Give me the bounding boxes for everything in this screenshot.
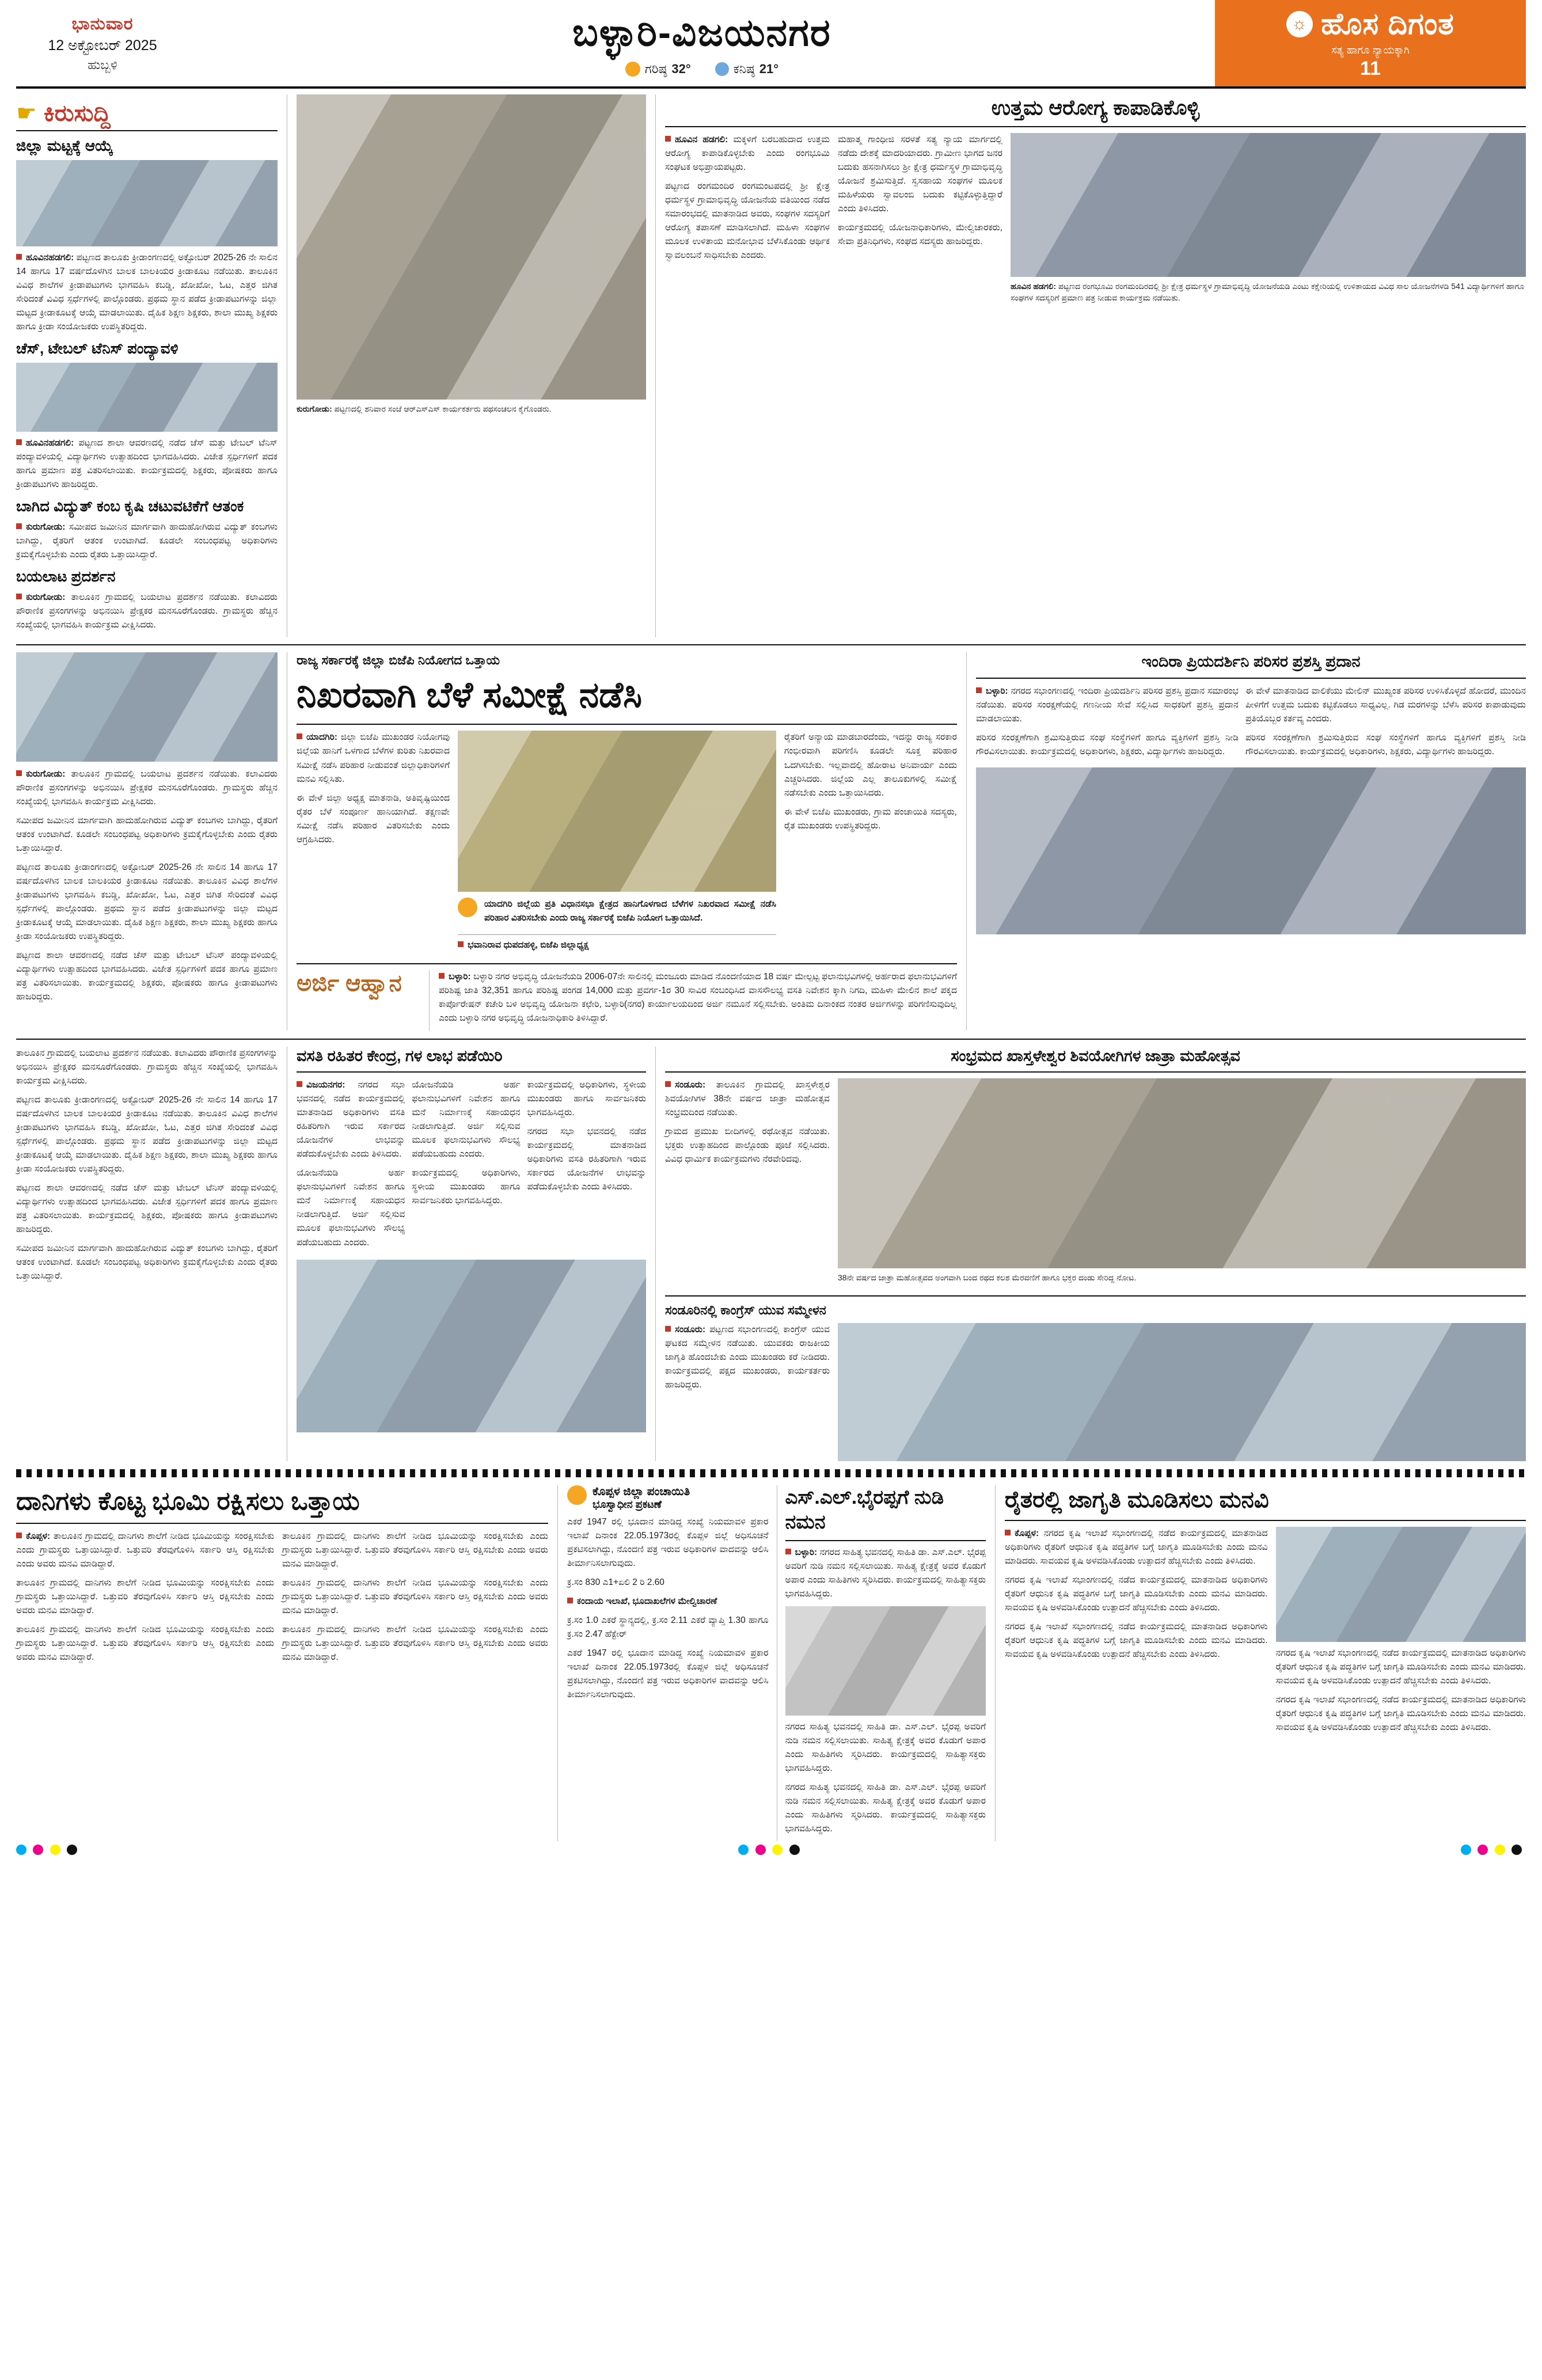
bottom-story-1-body-b: ತಾಲೂಕಿನ ಗ್ರಾಮದಲ್ಲಿ ದಾನಿಗಳು ಶಾಲೆಗೆ ನೀಡಿದ ಭೂಮಿಯನ್ನು ಸಂರಕ್ಷಿಸಬೇಕು ಎಂದು ಗ್ರಾಮಸ್ಥರು ಒತ್ತಾಯಿಸಿದ್ದಾರೆ. ಒತ್ತುವರಿ ತೆರವುಗೊಳಿಸಿ ಸರ್ಕಾರಿ ಆಸ್ತಿ ರಕ್ಷಿಸಬೇಕು ಎಂದು ಅವರು ಮನವಿ ಮಾಡಿದ್ದಾರೆ. xyxy=(16,1578,274,1616)
page-number: 11 xyxy=(1360,57,1381,79)
bottom-story-1-body-e: ತಾಲೂಕಿನ ಗ್ರಾಮದಲ್ಲಿ ದಾನಿಗಳು ಶಾಲೆಗೆ ನೀಡಿದ ಭೂಮಿಯನ್ನು ಸಂರಕ್ಷಿಸಬೇಕು ಎಂದು ಗ್ರಾಮಸ್ಥರು ಒತ್ತಾಯಿಸಿದ್ದಾರೆ. ಒತ್ತುವರಿ ತೆರವುಗೊಳಿಸಿ ಸರ್ಕಾರಿ ಆಸ್ತಿ ರಕ್ಷಿಸಬೇಕು ಎಂದು ಅವರು ಮನವಿ ಮಾಡಿದ್ದಾರೆ. xyxy=(282,1578,548,1616)
yellow-dot-icon xyxy=(50,1845,60,1855)
bottom-story-1-body: ಕೊಪ್ಪಳ: ತಾಲೂಕಿನ ಗ್ರಾಮದಲ್ಲಿ ದಾನಿಗಳು ಶಾಲೆಗೆ ನೀಡಿದ ಭೂಮಿಯನ್ನು ಸಂರಕ್ಷಿಸಬೇಕು ಎಂದು ಗ್ರಾಮಸ್ಥರು ಒತ್ತಾಯಿಸಿದ್ದಾರೆ. ಒತ್ತುವರಿ ತೆರವುಗೊಳಿಸಿ ಸರ್ಕಾರಿ ಆಸ್ತಿ ರಕ್ಷಿಸಬೇಕು ಎಂದು ಅವರು ಮನವಿ ಮಾಡಿದ್ದಾರೆ. xyxy=(16,1531,274,1569)
photo-health-event xyxy=(1011,133,1526,277)
shivayogi-photo-caption: 38ನೇ ವರ್ಷದ ಜಾತ್ರಾ ಮಹೋತ್ಸವದ ಅಂಗವಾಗಿ ಬಂದ ರಥದ ಕಲಶ ಮೆರವಣಿಗೆ ಹಾಗೂ ಭಕ್ತರ ದಂಡು ಸೇರಿದ್ದ ನೋಟ. xyxy=(838,1273,1137,1283)
divider xyxy=(16,1039,1526,1040)
health-body-3: ಮಹಾತ್ಮ ಗಾಂಧೀಜಿ ಸರಳತೆ ಸತ್ಯ ನ್ಯಾಯ ಮಾರ್ಗದಲ್ಲಿ ನಡೆದು ದೇಶಕ್ಕೆ ಮಾದರಿಯಾದರು. ಗ್ರಾಮೀಣ ಭಾಗದ ಜನರ ಬದುಕು ಹಸನಾಗಿಸಲು ಶ್ರೀ ಕ್ಷೇತ್ರ ಧರ್ಮಸ್ಥಳ ಗ್ರಾಮಾಭಿವೃದ್ಧಿ ಯೋಜನೆ ಶ್ರಮಿಸುತ್ತಿದೆ. ಸ್ವಸಹಾಯ ಸಂಘಗಳ ಮೂಲಕ ಮಹಿಳೆಯರು ಸ್ವಾವಲಂಬಿ ಬದುಕು ಕಟ್ಟಿಕೊಳ್ಳುತ್ತಿದ್ದಾರೆ ಎಂದು ತಿಳಿಸಿದರು. xyxy=(838,135,1002,214)
middle-band xyxy=(16,652,1526,1030)
tender-line-0b: ಎಕರೆ 1947 ರಲ್ಲಿ ಭೂದಾನ ಮಾಡಿದ್ದ ಸಂಖ್ಯೆ ನಿಯಮಾವಳಿ ಪ್ರಕಾರ ಇಲಾಖೆ ದಿನಾಂಕ 22.05.1973ರಲ್ಲಿ ಕೊಪ್ಪಳ ಜಿಲ್ಲೆ ಅಧಿಸೂಚನೆ ಪ್ರಕಟಿಸಲಾಗಿದ್ದು, ನೊಂದಣಿ ಪತ್ರ ಇರುವ ಅಧಿಕಾರಿಗಳ ವಾದವನ್ನು ಆಲಿಸಿ ತೀರ್ಮಾನಿಸಲಾಗುವುದು. xyxy=(567,1648,769,1700)
indira-headline: ಇಂದಿರಾ ಪ್ರಿಯದರ್ಶಿನಿ ಪರಿಸರ ಪ್ರಶಸ್ತಿ ಪ್ರದಾನ xyxy=(1141,653,1361,671)
logo-text: ಹೊಸ ದಿಗಂತ xyxy=(1321,7,1454,41)
photo-kiru-sports xyxy=(16,160,278,246)
tender-line-2: ಕ್ರ.ಸಂ 1.0 ಎಕರೆ ಸ್ಥಾನ್ಯದಲ್ಲಿ, ಕ್ರ.ಸಂ 2.11 ಎಕರೆ ವ್ಯಾಪ್ತಿ 1.30 ಹಾಗೂ ಕ್ರ.ಸಂ 2.47 ಹೆಕ್ಟೇರ್ xyxy=(567,1615,769,1640)
bottom-story-3-headline: ರೈತರಲ್ಲಿ ಜಾಗೃತಿ ಮೂಡಿಸಲು ಮನವಿ xyxy=(1005,1487,1269,1513)
logo-lockup xyxy=(1286,7,1454,42)
bottom-story-1 xyxy=(16,1485,557,1841)
bullet-icon xyxy=(297,733,302,739)
bhairappa-story xyxy=(777,1485,986,1841)
bullet-icon xyxy=(16,439,22,445)
bullet-icon xyxy=(16,594,22,599)
bullet-icon xyxy=(16,523,22,529)
vasati-body-1b: ನಗರದ ಸಭಾ ಭವನದಲ್ಲಿ ನಡೆದ ಕಾರ್ಯಕ್ರಮದಲ್ಲಿ ಮಾತನಾಡಿದ ಅಧಿಕಾರಿಗಳು ವಸತಿ ರಹಿತರಿಗಾಗಿ ಇರುವ ಸರ್ಕಾರದ ಯೋಜನೆಗಳ ಲಾಭವನ್ನು ಪಡೆದುಕೊಳ್ಳಬೇಕು ಎಂದು ತಿಳಿಸಿದರು. xyxy=(527,1127,646,1192)
bottom-story-1-headline: ದಾನಿಗಳು ಕೊಟ್ಟ ಭೂಮಿ ರಕ್ಷಿಸಲು ಒತ್ತಾಯ xyxy=(16,1487,360,1516)
sun-icon xyxy=(567,1485,587,1505)
weather-day-value: 32° xyxy=(671,61,691,76)
tender-notice xyxy=(567,1485,777,1841)
kiru-label: ಕಿರು xyxy=(43,100,74,126)
bjp-body-1: ಯಾದಗಿರಿ: ಜಿಲ್ಲಾ ಬಿಜೆಪಿ ಮುಖಂಡರ ನಿಯೋಗವು ಜಿಲ್ಲೆಯ ಹಾನಿಗೆ ಒಳಗಾದ ಬೆಳೆಗಳ ಕುರಿತು ನಿಖರವಾದ ಸಮೀಕ್ಷೆ ನಡೆಸಿ ಪರಿಹಾರ ನೀಡುವಂತೆ ಜಿಲ್ಲಾಧಿಕಾರಿಗಳಿಗೆ ಮನವಿ ಸಲ್ಲಿಸಿತು. xyxy=(297,732,450,784)
masthead-dateblock xyxy=(16,0,189,86)
bjp-photo-box-credit: ಭವಾನಿರಾವ ಧುಪದಹಳ್ಳಿ, ಬಿಜೆಪಿ ಜಿಲ್ಲಾಧ್ಯಕ್ಷ xyxy=(458,938,776,952)
health-story xyxy=(655,94,1526,637)
divider xyxy=(297,724,957,725)
arji-body: ಬಳ್ಳಾರಿ: ಬಳ್ಳಾರಿ ನಗರ ಅಭಿವೃದ್ಧಿ ಯೋಜನೆಯಡಿ 2006-07ನೇ ಸಾಲಿನಲ್ಲಿ ಮಂಜೂರು ಮಾಡಿದ ನೊಂದಣಿಯಾದ 18 ವರ್ಷ ಮೇಲ್ಪಟ್ಟ ಫಲಾನುಭವಿಗಳಲ್ಲಿ ಅರ್ಹರಾದ ಫಲಾನುಭವಿಗಳಿಗೆ ಪರಿಶಿಷ್ಟ ಜಾತಿ 32,351 ಹಾಗೂ ಪರಿಶಿಷ್ಟ ಪಂಗಡ 14,000 ಮತ್ತು ಪ್ರವರ್ಗ-1ರ 30 ಸಾವಿರ ಸಂಬಂಧಿಸಿದ ವಾಸಸೌಲಭ್ಯ ವಸತಿ ನಿವೇಶನ ಕ್ಕಾಗಿ ನಿಗದಿ, ಮಹಿಳಾ ಮೇಲಿನ ಶಾಲೆ ಪಕ್ಕದ ಕಾರ್ಪೊರೇಷನ್ ಕಚೇರಿ ಬಳಿ ಅಭಿವೃದ್ಧಿ ಯೋಜನಾ ಕಛೇರಿ, ಬಳ್ಳಾರಿ(ನಗರ) ಕಾರ್ಯಾಲಯದಿಂದ ಅರ್ಜಿ ನಮೂನೆ ಸಲ್ಲಿಸಬೇಕು. ಅಂತಿಮ ದಿನಾಂಕದ ನಂತರ ಅರ್ಜಿಗಳನ್ನು ಪರಿಗಣಿಸುವುದಿಲ್ಲ ಎಂದು ಬಳ್ಳಾರಿ ನಗರ ಅಭಿವೃದ್ಧಿ ಯೋಜನಾಧಿಕಾರಿ ತಿಳಿಸಿದ್ದಾರೆ. xyxy=(439,971,957,1023)
divider xyxy=(785,1540,986,1541)
indira-body-1: ಬಳ್ಳಾರಿ: ನಗರದ ಸಭಾಂಗಣದಲ್ಲಿ ಇಂದಿರಾ ಪ್ರಿಯದರ್ಶಿನಿ ಪರಿಸರ ಪ್ರಶಸ್ತಿ ಪ್ರದಾನ ಸಮಾರಂಭ ನಡೆಯಿತು. ಪರಿಸರ ಸಂರಕ್ಷಣೆಯಲ್ಲಿ ಗಣನೀಯ ಸೇವೆ ಸಲ್ಲಿಸಿದ ಸಾಧಕರಿಗೆ ಪ್ರಶಸ್ತಿ ಪ್ರದಾನ ಮಾಡಲಾಯಿತು. xyxy=(976,686,1239,724)
footer-registration-marks xyxy=(16,1841,1526,1858)
pointing-hand-icon: ☛ xyxy=(16,101,37,126)
bjp-body-3: ರೈತರಿಗೆ ಅನ್ಯಾಯ ಮಾಡಬಾರದೆಂದು, ಇದನ್ನು ರಾಜ್ಯ ಸರಕಾರ ಗಂಭೀರವಾಗಿ ಪರಿಗಣಿಸಿ ಕೂಡಲೇ ಸೂಕ್ತ ಪರಿಹಾರ ಒದಗಿಸಬೇಕು. ಇಲ್ಲವಾದಲ್ಲಿ ಹೋರಾಟ ಅನಿವಾರ್ಯ ಎಂದು ಎಚ್ಚರಿಸಿದರು. ಜಿಲ್ಲೆಯ ಎಲ್ಲ ತಾಲೂಕುಗಳಲ್ಲಿ ಸಮೀಕ್ಷೆ ನಡೆಸಬೇಕು ಎಂದು ಒತ್ತಾಯಿಸಿದರು. xyxy=(784,732,957,798)
photo-farmers-meeting xyxy=(1276,1527,1526,1642)
kiru-suddhi-title xyxy=(44,101,111,127)
bullet-icon xyxy=(665,136,671,142)
divider xyxy=(665,1295,1526,1297)
weather-strip xyxy=(625,62,778,77)
shivayogi-headline: ಸಂಭ್ರಮದ ಖಾಸ್ತಳೇಶ್ವರ ಶಿವಯೋಗಿಗಳ ಜಾತ್ರಾ ಮಹೋತ್ಸವ xyxy=(951,1047,1240,1064)
divider xyxy=(297,963,957,964)
masthead-center xyxy=(189,0,1215,86)
bottom-left-continuation xyxy=(16,1047,287,1462)
weather-night xyxy=(715,62,778,77)
black-dot-icon xyxy=(1511,1845,1522,1855)
tender-footer: ಕಂದಾಯ ಇಲಾಖೆ, ಭೂದಾಖಲೆಗಳ ಮೇಲ್ವಿಚಾರಣೆ xyxy=(567,1595,769,1609)
photo-kiru-chess xyxy=(16,363,278,432)
divider xyxy=(297,1071,646,1073)
weather-day-label: ಗರಿಷ್ಠ xyxy=(644,61,667,76)
bullet-icon xyxy=(665,1081,671,1087)
cyan-dot-icon xyxy=(1461,1845,1471,1855)
masthead-city: ಹುಬ್ಬಳಿ xyxy=(88,57,117,72)
kiru-item-3-heading: ಬಯಲಾಟ ಪ್ರದರ್ಶನ xyxy=(16,568,116,586)
bullet-icon xyxy=(439,973,445,979)
bullet-icon xyxy=(976,687,982,693)
kiru-item-0-heading: ಜಿಲ್ಲಾ ಮಟ್ಟಕ್ಕೆ ಆಯ್ಕೆ xyxy=(16,137,113,154)
weather-night-value: 21° xyxy=(759,61,779,76)
kiru-item-0-body: ಹೂವಿನಹಡಗಲಿ: ಪಟ್ಟಣದ ತಾಲೂಕು ಕ್ರೀಡಾಂಗಣದಲ್ಲಿ ಅಕ್ಟೋಬರ್ 2025-26 ನೇ ಸಾಲಿನ 14 ಹಾಗೂ 17 ವರ್ಷದೊಳಗಿನ ಬಾಲಕ ಬಾಲಕಿಯರ ಕ್ರೀಡಾಕೂಟ ನಡೆಯಿತು. ತಾಲೂಕಿನ ವಿವಿಧ ಶಾಲೆಗಳ ಕ್ರೀಡಾಪಟುಗಳು ಭಾಗವಹಿಸಿ ಕಬಡ್ಡಿ, ಖೋಖೋ, ಓಟ, ಎತ್ತರ ಜಿಗಿತ ಸೇರಿದಂತೆ ವಿವಿಧ ಸ್ಪರ್ಧೆಗಳಲ್ಲಿ ಪಾಲ್ಗೊಂಡರು. ಪ್ರಥಮ ಸ್ಥಾನ ಪಡೆದ ಕ್ರೀಡಾಪಟುಗಳನ್ನು ಜಿಲ್ಲಾ ಮಟ್ಟದ ಕ್ರೀಡಾಕೂಟಕ್ಕೆ ಆಯ್ಕೆ ಮಾಡಲಾಯಿತು. ದೈಹಿಕ ಶಿಕ್ಷಣ ಶಿಕ್ಷಕರು, ಶಾಲಾ ಮುಖ್ಯ ಶಿಕ್ಷಕರು ಹಾಗೂ ಕ್ರೀಡಾ ಸಂಯೋಜಕರು ಉಪಸ್ಥಿತರಿದ್ದರು. xyxy=(16,253,278,332)
black-dot-icon xyxy=(67,1845,77,1855)
bottom-band xyxy=(16,1485,1526,1841)
kiru-item-2-body: ಕುರುಗೋಡು: ಸಮೀಪದ ಜಮೀನಿನ ಮಾರ್ಗವಾಗಿ ಹಾದುಹೋಗಿರುವ ವಿದ್ಯುತ್ ಕಂಬಗಳು ಬಾಗಿದ್ದು, ರೈತರಿಗೆ ಆತಂಕ ಉಂಟಾಗಿದೆ. ಕೂಡಲೇ ಸಂಬಂಧಪಟ್ಟ ಅಧಿಕಾರಿಗಳು ಕ್ರಮಕೈಗೊಳ್ಳಬೇಕು ಎಂದು ರೈತರು ಒತ್ತಾಯಿಸಿದ್ದಾರೆ. xyxy=(16,522,278,560)
sun-icon xyxy=(625,62,640,77)
page-title: ಬಳ್ಳಾರಿ-ವಿಜಯನಗರ xyxy=(572,10,831,54)
bottom-story-3-body-b: ನಗರದ ಕೃಷಿ ಇಲಾಖೆ ಸಭಾಂಗಣದಲ್ಲಿ ನಡೆದ ಕಾರ್ಯಕ್ರಮದಲ್ಲಿ ಮಾತನಾಡಿದ ಅಧಿಕಾರಿಗಳು ರೈತರಿಗೆ ಆಧುನಿಕ ಕೃಷಿ ಪದ್ಧತಿಗಳ ಬಗ್ಗೆ ಜಾಗೃತಿ ಮೂಡಿಸಬೇಕು ಎಂದು ಮನವಿ ಮಾಡಿದರು. ಸಾವಯವ ಕೃಷಿ ಅಳವಡಿಸಿಕೊಂಡು ಉತ್ಪಾದನೆ ಹೆಚ್ಚಿಸಬೇಕು ಎಂದು ತಿಳಿಸಿದರು. xyxy=(1005,1575,1268,1613)
photo-jatra-procession xyxy=(838,1078,1526,1268)
congress-body: ಸಂಡೂರು: ಪಟ್ಟಣದ ಸಭಾಂಗಣದಲ್ಲಿ ಕಾಂಗ್ರೆಸ್ ಯುವ ಘಟಕದ ಸಮ್ಮೇಳನ ನಡೆಯಿತು. ಯುವಕರು ರಾಜಕೀಯ ಜಾಗೃತಿ ಹೊಂದಬೇಕು ಎಂದು ಮುಖಂಡರು ಕರೆ ನೀಡಿದರು. ಕಾರ್ಯಕ್ರಮದಲ್ಲಿ ಪಕ್ಷದ ಮುಖಂಡರು, ಕಾರ್ಯಕರ್ತರು ಹಾಜರಿದ್ದರು. xyxy=(665,1325,830,1390)
kiru-suddhi-column xyxy=(16,94,287,637)
bullet-icon xyxy=(1005,1530,1011,1535)
bullet-icon xyxy=(16,770,22,776)
yellow-dot-icon xyxy=(1495,1845,1505,1855)
suddhi-label: ಸುದ್ದಿ xyxy=(74,100,111,126)
kiru-extra-4: ಸಮೀಪದ ಜಮೀನಿನ ಮಾರ್ಗವಾಗಿ ಹಾದುಹೋಗಿರುವ ವಿದ್ಯುತ್ ಕಂಬಗಳು ಬಾಗಿದ್ದು, ರೈತರಿಗೆ ಆತಂಕ ಉಂಟಾಗಿದೆ. ಕೂಡಲೇ ಸಂಬಂಧಪಟ್ಟ ಅಧಿಕಾರಿಗಳು ಕ್ರಮಕೈಗೊಳ್ಳಬೇಕು ಎಂದು ರೈತರು ಒತ್ತಾಯಿಸಿದ್ದಾರೆ. xyxy=(16,1243,278,1281)
health-body-2: ಪಟ್ಟಣದ ರಂಗಮಂದಿರ ರಂಗಮಂಟಪದಲ್ಲಿ ಶ್ರೀ ಕ್ಷೇತ್ರ ಧರ್ಮಸ್ಥಳ ಗ್ರಾಮಾಭಿವೃದ್ಧಿ ಯೋಜನೆಯ ವತಿಯಿಂದ ನಡೆದ ಸಮಾರಂಭದಲ್ಲಿ ಮಾತನಾಡಿದ ಅವರು, ಸಂಘಗಳ ಸದಸ್ಯರಿಗೆ ಆರೋಗ್ಯ ತಪಾಸಣೆ ಮಾಡಿಸಲಾಗಿದೆ. ಮಹಿಳಾ ಸಂಘಗಳ ಮೂಲಕ ಉಳಿತಾಯ ಮನೋಭಾವ ಬೆಳೆಸಿಕೊಂಡು ಆರ್ಥಿಕ ಸ್ವಾವಲಂಬನೆ ಸಾಧಿಸಬೇಕು ಎಂದರು. xyxy=(665,181,830,261)
publication-logo xyxy=(1215,0,1526,86)
masthead xyxy=(16,0,1526,89)
congress-headline: ಸಂಡೂರಿನಲ್ಲಿ ಕಾಂಗ್ರೆಸ್ ಯುವ ಸಮ್ಮೇಳನ xyxy=(665,1302,826,1317)
kiru-extra-3: ಪಟ್ಟಣದ ಶಾಲಾ ಆವರಣದಲ್ಲಿ ನಡೆದ ಚೆಸ್ ಮತ್ತು ಟೇಬಲ್ ಟೆನಿಸ್ ಪಂದ್ಯಾವಳಿಯಲ್ಲಿ ವಿದ್ಯಾರ್ಥಿಗಳು ಉತ್ಸಾಹದಿಂದ ಭಾಗವಹಿಸಿದರು. ವಿಜೇತ ಸ್ಪರ್ಧಿಗಳಿಗೆ ಪದಕ ಹಾಗೂ ಪ್ರಮಾಣ ಪತ್ರ ವಿತರಿಸಲಾಯಿತು. ಕಾರ್ಯಕ್ರಮದಲ್ಲಿ ಶಿಕ್ಷಕರು, ಪೋಷಕರು ಹಾಗೂ ಕ್ರೀಡಾಪಟುಗಳು ಹಾಜರಿದ್ದರು. xyxy=(16,1183,278,1234)
bjp-photo-box-text: ಯಾದಗಿರಿ ಜಿಲ್ಲೆಯ ಪ್ರತಿ ವಿಧಾನಸಭಾ ಕ್ಷೇತ್ರದ ಹಾನಿಗೊಳಗಾದ ಬೆಳೆಗಳ ನಿಖರವಾದ ಸಮೀಕ್ಷೆ ನಡೆಸಿ ಪರಿಹಾರ ವಿತರಿಸಬೇಕು ಎಂದು ರಾಜ್ಯ ಸರ್ಕಾರಕ್ಕೆ ಬಿಜೆಪಿ ನಿಯೋಗ ಒತ್ತಾಯಿಸಿದೆ. xyxy=(484,899,776,923)
magenta-dot-icon xyxy=(755,1845,766,1855)
kiru-item-2-extra: ಸಮೀಪದ ಜಮೀನಿನ ಮಾರ್ಗವಾಗಿ ಹಾದುಹೋಗಿರುವ ವಿದ್ಯುತ್ ಕಂಬಗಳು ಬಾಗಿದ್ದು, ರೈತರಿಗೆ ಆತಂಕ ಉಂಟಾಗಿದೆ. ಕೂಡಲೇ ಸಂಬಂಧಪಟ್ಟ ಅಧಿಕಾರಿಗಳು ಕ್ರಮಕೈಗೊಳ್ಳಬೇಕು ಎಂದು ರೈತರು ಒತ್ತಾಯಿಸಿದ್ದಾರೆ. xyxy=(16,816,278,854)
bjp-body-2: ಈ ವೇಳೆ ಜಿಲ್ಲಾ ಅಧ್ಯಕ್ಷ ಮಾತನಾಡಿ, ಅತಿವೃಷ್ಟಿಯಿಂದ ರೈತರ ಬೆಳೆ ಸಂಪೂರ್ಣ ಹಾನಿಯಾಗಿದೆ. ತಕ್ಷಣವೇ ಸಮೀಕ್ಷೆ ನಡೆಸಿ ಪರಿಹಾರ ವಿತರಿಸಬೇಕು ಎಂದು ಆಗ್ರಹಿಸಿದರು. xyxy=(297,793,450,845)
masthead-date: 12 ಅಕ್ಟೋಬರ್ 2025 xyxy=(48,37,157,54)
health-body-4: ಕಾರ್ಯಕ್ರಮದಲ್ಲಿ ಯೋಜನಾಧಿಕಾರಿಗಳು, ಮೇಲ್ವಿಚಾರಕರು, ಸೇವಾ ಪ್ರತಿನಿಧಿಗಳು, ಸಂಘದ ಸದಸ್ಯರು ಹಾಜರಿದ್ದರು. xyxy=(838,223,1002,247)
bjp-headline: ನಿಖರವಾಗಿ ಬೆಳೆ ಸಮೀಕ್ಷೆ ನಡೆಸಿ xyxy=(297,675,643,715)
kiru-suddhi-header xyxy=(16,100,278,127)
photo-bhairappa-portrait xyxy=(785,1606,986,1716)
bottom-story-3-body-c: ನಗರದ ಕೃಷಿ ಇಲಾಖೆ ಸಭಾಂಗಣದಲ್ಲಿ ನಡೆದ ಕಾರ್ಯಕ್ರಮದಲ್ಲಿ ಮಾತನಾಡಿದ ಅಧಿಕಾರಿಗಳು ರೈತರಿಗೆ ಆಧುನಿಕ ಕೃಷಿ ಪದ್ಧತಿಗಳ ಬಗ್ಗೆ ಜಾಗೃತಿ ಮೂಡಿಸಬೇಕು ಎಂದು ಮನವಿ ಮಾಡಿದರು. ಸಾವಯವ ಕೃಷಿ ಅಳವಡಿಸಿಕೊಂಡು ಉತ್ಪಾದನೆ ಹೆಚ್ಚಿಸಬೇಕು ಎಂದು ತಿಳಿಸಿದರು. xyxy=(1005,1622,1268,1660)
photo-bayalata xyxy=(16,652,278,762)
sun-icon xyxy=(458,898,477,917)
kiru-extra-2: ಪಟ್ಟಣದ ತಾಲೂಕು ಕ್ರೀಡಾಂಗಣದಲ್ಲಿ ಅಕ್ಟೋಬರ್ 2025-26 ನೇ ಸಾಲಿನ 14 ಹಾಗೂ 17 ವರ್ಷದೊಳಗಿನ ಬಾಲಕ ಬಾಲಕಿಯರ ಕ್ರೀಡಾಕೂಟ ನಡೆಯಿತು. ತಾಲೂಕಿನ ವಿವಿಧ ಶಾಲೆಗಳ ಕ್ರೀಡಾಪಟುಗಳು ಭಾಗವಹಿಸಿ ಕಬಡ್ಡಿ, ಖೋಖೋ, ಓಟ, ಎತ್ತರ ಜಿಗಿತ ಸೇರಿದಂತೆ ವಿವಿಧ ಸ್ಪರ್ಧೆಗಳಲ್ಲಿ ಪಾಲ್ಗೊಂಡರು. ಪ್ರಥಮ ಸ್ಥಾನ ಪಡೆದ ಕ್ರೀಡಾಪಟುಗಳನ್ನು ಜಿಲ್ಲಾ ಮಟ್ಟದ ಕ್ರೀಡಾಕೂಟಕ್ಕೆ ಆಯ್ಕೆ ಮಾಡಲಾಯಿತು. ದೈಹಿಕ ಶಿಕ್ಷಣ ಶಿಕ್ಷಕರು, ಶಾಲಾ ಮುಖ್ಯ ಶಿಕ್ಷಕರು ಹಾಗೂ ಕ್ರೀಡಾ ಸಂಯೋಜಕರು ಉಪಸ್ಥಿತರಿದ್ದರು. xyxy=(16,1094,278,1174)
divider xyxy=(976,678,1526,679)
decorative-dot-rule xyxy=(16,1469,1526,1477)
bottom-story-2-headline: ಎಸ್.ಎಲ್.ಭೈರಪ್ಪಗೆ ನುಡಿ ನಮನ xyxy=(785,1486,944,1533)
tender-title: ಕೊಪ್ಪಳ ಜಿಲ್ಲಾ ಪಂಚಾಯಿತಿ xyxy=(593,1485,690,1499)
divider xyxy=(665,1071,1526,1073)
bottom-story-2-body-b: ನಗರದ ಸಾಹಿತ್ಯ ಭವನದಲ್ಲಿ ಸಾಹಿತಿ ಡಾ. ಎಸ್.ಎಲ್. ಭೈರಪ್ಪ ಅವರಿಗೆ ನುಡಿ ನಮನ ಸಲ್ಲಿಸಲಾಯಿತು. ಸಾಹಿತ್ಯ ಕ್ಷೇತ್ರಕ್ಕೆ ಅವರ ಕೊಡುಗೆ ಅಪಾರ ಎಂದು ಸಾಹಿತಿಗಳು ಸ್ಮರಿಸಿದರು. ಕಾರ್ಯಕ್ರಮದಲ್ಲಿ ಸಾಹಿತ್ಯಾಸಕ್ತರು ಭಾಗವಹಿಸಿದ್ದರು. xyxy=(785,1722,986,1774)
color-dots-center xyxy=(738,1845,803,1858)
bottom-story-3-body-d: ನಗರದ ಕೃಷಿ ಇಲಾಖೆ ಸಭಾಂಗಣದಲ್ಲಿ ನಡೆದ ಕಾರ್ಯಕ್ರಮದಲ್ಲಿ ಮಾತನಾಡಿದ ಅಧಿಕಾರಿಗಳು ರೈತರಿಗೆ ಆಧುನಿಕ ಕೃಷಿ ಪದ್ಧತಿಗಳ ಬಗ್ಗೆ ಜಾಗೃತಿ ಮೂಡಿಸಬೇಕು ಎಂದು ಮನವಿ ಮಾಡಿದರು. ಸಾವಯವ ಕೃಷಿ ಅಳವಡಿಸಿಕೊಂಡು ಉತ್ಪಾದನೆ ಹೆಚ್ಚಿಸಬೇಕು ಎಂದು ತಿಳಿಸಿದರು. xyxy=(1275,1648,1526,1686)
rss-photo-column xyxy=(287,94,655,637)
bjp-body-cols xyxy=(297,731,957,957)
vasati-body-1: ವಿಜಯನಗರ: ನಗರದ ಸಭಾ ಭವನದಲ್ಲಿ ನಡೆದ ಕಾರ್ಯಕ್ರಮದಲ್ಲಿ ಮಾತನಾಡಿದ ಅಧಿಕಾರಿಗಳು ವಸತಿ ರಹಿತರಿಗಾಗಿ ಇರುವ ಸರ್ಕಾರದ ಯೋಜನೆಗಳ ಲಾಭವನ್ನು ಪಡೆದುಕೊಳ್ಳಬೇಕು ಎಂದು ತಿಳಿಸಿದರು. xyxy=(297,1080,405,1159)
top-band xyxy=(16,94,1526,637)
bjp-kicker: ರಾಜ್ಯ ಸರ್ಕಾರಕ್ಕೆ ಜಿಲ್ಲಾ ಬಿಜೆಪಿ ನಿಯೋಗದ ಒತ್ತಾಯ xyxy=(297,653,500,668)
shivayogi-congress-column xyxy=(655,1047,1526,1462)
tender-line-0: ಎಕರೆ 1947 ರಲ್ಲಿ ಭೂದಾನ ಮಾಡಿದ್ದ ಸಂಖ್ಯೆ ನಿಯಮಾವಳಿ ಪ್ರಕಾರ ಇಲಾಖೆ ದಿನಾಂಕ 22.05.1973ರಲ್ಲಿ ಕೊಪ್ಪಳ ಜಿಲ್ಲೆ ಅಧಿಸೂಚನೆ ಪ್ರಕಟಿಸಲಾಗಿದ್ದು, ನೊಂದಣಿ ಪತ್ರ ಇರುವ ಅಧಿಕಾರಿಗಳ ವಾದವನ್ನು ಆಲಿಸಿ ತೀರ್ಮಾನಿಸಲಾಗುವುದು. xyxy=(567,1517,769,1569)
cyan-dot-icon xyxy=(16,1845,26,1855)
divider xyxy=(1005,1520,1526,1521)
weather-night-label: ಕನಿಷ್ಠ xyxy=(733,61,755,76)
logo-tagline: ಸತ್ಯ ಹಾಗೂ ನ್ಯಾಯಕ್ಕಾಗಿ xyxy=(1331,44,1410,56)
photo-congress-youth xyxy=(838,1323,1526,1461)
bottom-story-2-body: ಬಳ್ಳಾರಿ: ನಗರದ ಸಾಹಿತ್ಯ ಭವನದಲ್ಲಿ ಸಾಹಿತಿ ಡಾ. ಎಸ್.ಎಲ್. ಭೈರಪ್ಪ ಅವರಿಗೆ ನುಡಿ ನಮನ ಸಲ್ಲಿಸಲಾಯಿತು. ಸಾಹಿತ್ಯ ಕ್ಷೇತ್ರಕ್ಕೆ ಅವರ ಕೊಡುಗೆ ಅಪಾರ ಎಂದು ಸಾಹಿತಿಗಳು ಸ್ಮರಿಸಿದರು. ಕಾರ್ಯಕ್ರಮದಲ್ಲಿ ಸಾಹಿತ್ಯಾಸಕ್ತರು ಭಾಗವಹಿಸಿದ್ದರು. xyxy=(785,1548,986,1599)
photo-vasati-meeting xyxy=(297,1260,646,1432)
arji-title: ಅರ್ಜಿ ಆಹ್ವಾನ xyxy=(297,970,402,996)
bottom-story-3-body-e: ನಗರದ ಕೃಷಿ ಇಲಾಖೆ ಸಭಾಂಗಣದಲ್ಲಿ ನಡೆದ ಕಾರ್ಯಕ್ರಮದಲ್ಲಿ ಮಾತನಾಡಿದ ಅಧಿಕಾರಿಗಳು ರೈತರಿಗೆ ಆಧುನಿಕ ಕೃಷಿ ಪದ್ಧತಿಗಳ ಬಗ್ಗೆ ಜಾಗೃತಿ ಮೂಡಿಸಬೇಕು ಎಂದು ಮನವಿ ಮಾಡಿದರು. ಸಾವಯವ ಕೃಷಿ ಅಳವಡಿಸಿಕೊಂಡು ಉತ್ಪಾದನೆ ಹೆಚ್ಚಿಸಬೇಕು ಎಂದು ತಿಳಿಸಿದರು. xyxy=(1275,1695,1526,1733)
rss-photo-caption: ಕುರುಗೋಡು: ಪಟ್ಟಣದಲ್ಲಿ ಶನಿವಾರ ಸಂಜೆ ಆರ್‌ಎಸ್‌ಎಸ್ ಕಾರ್ಯಕರ್ತರು ಪಥಸಂಚಲನ ಕೈಗೊಂಡರು. xyxy=(297,404,552,413)
kiru-item-1-heading: ಚೆಸ್, ಟೇಬಲ್ ಟೆನಿಸ್ ಪಂದ್ಯಾವಳಿ xyxy=(16,340,178,358)
globe-icon: ☼ xyxy=(1286,11,1313,37)
yellow-dot-icon xyxy=(772,1845,783,1855)
kiru-item-2-heading: ಬಾಗಿದ ವಿದ್ಯುತ್ ಕಂಬ ಕೃಷಿ ಚಟುವಟಿಕೆಗೆ ಆತಂಕ xyxy=(16,497,244,515)
health-photo-caption: ಹೂವಿನ ಹಡಗಲಿ: ಪಟ್ಟಣದ ರಂಗಭೂಮಿ ರಂಗಮಂದಿರದಲ್ಲಿ ಶ್ರೀ ಕ್ಷೇತ್ರ ಧರ್ಮಸ್ಥಳ ಗ್ರಾಮಾಭಿವೃದ್ಧಿ ಯೋಜನೆಯಡಿ ಎಂಟು ಕಕ್ಷೇರಿಯಲ್ಲಿ ಉಳಿತಾಯದ ವಿವಿಧ ಸಾಲ ಯೋಜನೆಗಳಡಿ 541 ವಿದ್ಯಾರ್ಥಿಗಳಿಗೆ ಹಾಗೂ ಸಂಘಗಳ ಸದಸ್ಯರಿಗೆ ಪ್ರಮಾಣ ಪತ್ರ ನೀಡುವ ಕಾರ್ಯಕ್ರಮ ನಡೆಯಿತು. xyxy=(1011,282,1525,303)
bottom-story-2-body-c: ನಗರದ ಸಾಹಿತ್ಯ ಭವನದಲ್ಲಿ ಸಾಹಿತಿ ಡಾ. ಎಸ್.ಎಲ್. ಭೈರಪ್ಪ ಅವರಿಗೆ ನುಡಿ ನಮನ ಸಲ್ಲಿಸಲಾಯಿತು. ಸಾಹಿತ್ಯ ಕ್ಷೇತ್ರಕ್ಕೆ ಅವರ ಕೊಡುಗೆ ಅಪಾರ ಎಂದು ಸಾಹಿತಿಗಳು ಸ್ಮರಿಸಿದರು. ಕಾರ್ಯಕ್ರಮದಲ್ಲಿ ಸಾಹಿತ್ಯಾಸಕ್ತರು ಭಾಗವಹಿಸಿದ್ದರು. xyxy=(785,1782,986,1834)
bottom-story-1-body-c: ತಾಲೂಕಿನ ಗ್ರಾಮದಲ್ಲಿ ದಾನಿಗಳು ಶಾಲೆಗೆ ನೀಡಿದ ಭೂಮಿಯನ್ನು ಸಂರಕ್ಷಿಸಬೇಕು ಎಂದು ಗ್ರಾಮಸ್ಥರು ಒತ್ತಾಯಿಸಿದ್ದಾರೆ. ಒತ್ತುವರಿ ತೆರವುಗೊಳಿಸಿ ಸರ್ಕಾರಿ ಆಸ್ತಿ ರಕ್ಷಿಸಬೇಕು ಎಂದು ಅವರು ಮನವಿ ಮಾಡಿದ್ದಾರೆ. xyxy=(16,1625,274,1663)
indira-body-3: ಪರಿಸರ ಸಂರಕ್ಷಣೆಗಾಗಿ ಶ್ರಮಿಸುತ್ತಿರುವ ಸಂಘ ಸಂಸ್ಥೆಗಳಿಗೆ ಹಾಗೂ ವ್ಯಕ್ತಿಗಳಿಗೆ ಪ್ರಶಸ್ತಿ ನೀಡಿ ಗೌರವಿಸಲಾಯಿತು. ಕಾರ್ಯಕ್ರಮದಲ್ಲಿ ಅಧಿಕಾರಿಗಳು, ಶಿಕ್ಷಕರು, ವಿದ್ಯಾರ್ಥಿಗಳು ಹಾಜರಿದ್ದರು. xyxy=(976,733,1239,757)
third-band xyxy=(16,1047,1526,1462)
bottom-story-1-body-d: ತಾಲೂಕಿನ ಗ್ರಾಮದಲ್ಲಿ ದಾನಿಗಳು ಶಾಲೆಗೆ ನೀಡಿದ ಭೂಮಿಯನ್ನು ಸಂರಕ್ಷಿಸಬೇಕು ಎಂದು ಗ್ರಾಮಸ್ಥರು ಒತ್ತಾಯಿಸಿದ್ದಾರೆ. ಒತ್ತುವರಿ ತೆರವುಗೊಳಿಸಿ ಸರ್ಕಾರಿ ಆಸ್ತಿ ರಕ್ಷಿಸಬೇಕು ಎಂದು ಅವರು ಮನವಿ ಮಾಡಿದ್ದಾರೆ. xyxy=(282,1531,548,1569)
photo-indira-award xyxy=(976,767,1526,934)
divider xyxy=(16,1523,548,1524)
health-body-cols xyxy=(665,133,1526,310)
health-headline: ಉತ್ತಮ ಆರೋಗ್ಯ ಕಾಪಾಡಿಕೊಳ್ಳಿ xyxy=(991,96,1200,119)
kiru-continued-column xyxy=(16,652,287,1030)
kiru-item-0-extra: ಪಟ್ಟಣದ ತಾಲೂಕು ಕ್ರೀಡಾಂಗಣದಲ್ಲಿ ಅಕ್ಟೋಬರ್ 2025-26 ನೇ ಸಾಲಿನ 14 ಹಾಗೂ 17 ವರ್ಷದೊಳಗಿನ ಬಾಲಕ ಬಾಲಕಿಯರ ಕ್ರೀಡಾಕೂಟ ನಡೆಯಿತು. ತಾಲೂಕಿನ ವಿವಿಧ ಶಾಲೆಗಳ ಕ್ರೀಡಾಪಟುಗಳು ಭಾಗವಹಿಸಿ ಕಬಡ್ಡಿ, ಖೋಖೋ, ಓಟ, ಎತ್ತರ ಜಿಗಿತ ಸೇರಿದಂತೆ ವಿವಿಧ ಸ್ಪರ್ಧೆಗಳಲ್ಲಿ ಪಾಲ್ಗೊಂಡರು. ಪ್ರಥಮ ಸ್ಥಾನ ಪಡೆದ ಕ್ರೀಡಾಪಟುಗಳನ್ನು ಜಿಲ್ಲಾ ಮಟ್ಟದ ಕ್ರೀಡಾಕೂಟಕ್ಕೆ ಆಯ್ಕೆ ಮಾಡಲಾಯಿತು. ದೈಹಿಕ ಶಿಕ್ಷಣ ಶಿಕ್ಷಕರು, ಶಾಲಾ ಮುಖ್ಯ ಶಿಕ್ಷಕರು ಹಾಗೂ ಕ್ರೀಡಾ ಸಂಯೋಜಕರು ಉಪಸ್ಥಿತರಿದ್ದರು. xyxy=(16,862,278,942)
divider xyxy=(665,126,1526,127)
bullet-icon xyxy=(785,1549,791,1554)
indira-body-3b: ಪರಿಸರ ಸಂರಕ್ಷಣೆಗಾಗಿ ಶ್ರಮಿಸುತ್ತಿರುವ ಸಂಘ ಸಂಸ್ಥೆಗಳಿಗೆ ಹಾಗೂ ವ್ಯಕ್ತಿಗಳಿಗೆ ಪ್ರಶಸ್ತಿ ನೀಡಿ ಗೌರವಿಸಲಾಯಿತು. ಕಾರ್ಯಕ್ರಮದಲ್ಲಿ ಅಧಿಕಾರಿಗಳು, ಶಿಕ್ಷಕರು, ವಿದ್ಯಾರ್ಥಿಗಳು ಹಾಜರಿದ್ದರು. xyxy=(1245,733,1526,757)
vasati-body-3b: ಕಾರ್ಯಕ್ರಮದಲ್ಲಿ ಅಧಿಕಾರಿಗಳು, ಸ್ಥಳೀಯ ಮುಖಂಡರು ಹಾಗೂ ಸಾರ್ವಜನಿಕರು ಭಾಗವಹಿಸಿದ್ದರು. xyxy=(527,1080,646,1118)
kiru-item-1-body: ಹೂವಿನಹಡಗಲಿ: ಪಟ್ಟಣದ ಶಾಲಾ ಆವರಣದಲ್ಲಿ ನಡೆದ ಚೆಸ್ ಮತ್ತು ಟೇಬಲ್ ಟೆನಿಸ್ ಪಂದ್ಯಾವಳಿಯಲ್ಲಿ ವಿದ್ಯಾರ್ಥಿಗಳು ಉತ್ಸಾಹದಿಂದ ಭಾಗವಹಿಸಿದರು. ವಿಜೇತ ಸ್ಪರ್ಧಿಗಳಿಗೆ ಪದಕ ಹಾಗೂ ಪ್ರಮಾಣ ಪತ್ರ ವಿತರಿಸಲಾಯಿತು. ಕಾರ್ಯಕ್ರಮದಲ್ಲಿ ಶಿಕ್ಷಕರು, ಪೋಷಕರು ಹಾಗೂ ಕ್ರೀಡಾಪಟುಗಳು ಹಾಜರಿದ್ದರು. xyxy=(16,438,278,490)
color-dots-left xyxy=(16,1845,81,1858)
kiru-item-3-extra: ಕುರುಗೋಡು: ತಾಲೂಕಿನ ಗ್ರಾಮದಲ್ಲಿ ಬಯಲಾಟ ಪ್ರದರ್ಶನ ನಡೆಯಿತು. ಕಲಾವಿದರು ಪೌರಾಣಿಕ ಪ್ರಸಂಗಗಳನ್ನು ಅಭಿನಯಿಸಿ ಪ್ರೇಕ್ಷಕರ ಮನಸೂರೆಗೊಂಡರು. ಗ್ರಾಮಸ್ಥರು ಹೆಚ್ಚಿನ ಸಂಖ್ಯೆಯಲ್ಲಿ ಭಾಗವಹಿಸಿ ಕಾರ್ಯಕ್ರಮ ವೀಕ್ಷಿಸಿದರು. xyxy=(16,769,278,807)
kiru-item-3-body: ಕುರುಗೋಡು: ತಾಲೂಕಿನ ಗ್ರಾಮದಲ್ಲಿ ಬಯಲಾಟ ಪ್ರದರ್ಶನ ನಡೆಯಿತು. ಕಲಾವಿದರು ಪೌರಾಣಿಕ ಪ್ರಸಂಗಗಳನ್ನು ಅಭಿನಯಿಸಿ ಪ್ರೇಕ್ಷಕರ ಮನಸೂರೆಗೊಂಡರು. ಗ್ರಾಮಸ್ಥರು ಹೆಚ್ಚಿನ ಸಂಖ್ಯೆಯಲ್ಲಿ ಭಾಗವಹಿಸಿ ಕಾರ್ಯಕ್ರಮ ವೀಕ್ಷಿಸಿದರು. xyxy=(16,592,278,630)
notice-and-bhairappa-column xyxy=(557,1485,995,1841)
bullet-icon xyxy=(458,941,464,947)
bullet-icon xyxy=(16,1533,22,1538)
photo-bjp-field-visit xyxy=(458,731,776,892)
arji-block xyxy=(297,970,957,1031)
color-dots-right xyxy=(1461,1845,1526,1858)
health-body-1: ಹೂವಿನ ಹಡಗಲಿ: ಮಕ್ಕಳಿಗೆ ಬರಬಹುದಾದ ಉತ್ತಮ ಆರೋಗ್ಯ ಕಾಪಾಡಿಕೊಳ್ಳಬೇಕು ಎಂದು ರಂಗಭೂಮಿ ಸಂಘಟಕ ಅಭಿಪ್ರಾಯಪಟ್ಟರು. xyxy=(665,135,830,173)
weather-day xyxy=(625,62,691,77)
tender-line-1: ಕ್ರ.ಸಂ 830 ಎ1+ಏಲಿ 2 ರಿ 2.60 xyxy=(567,1577,664,1588)
vasati-body-3: ಕಾರ್ಯಕ್ರಮದಲ್ಲಿ ಅಧಿಕಾರಿಗಳು, ಸ್ಥಳೀಯ ಮುಖಂಡರು ಹಾಗೂ ಸಾರ್ವಜನಿಕರು ಭಾಗವಹಿಸಿದ್ದರು. xyxy=(412,1168,521,1206)
magenta-dot-icon xyxy=(1478,1845,1488,1855)
bjp-story xyxy=(287,652,966,1030)
bullet-icon xyxy=(297,1081,302,1087)
shivayogi-body-1: ಸಂಡೂರು: ತಾಲೂಕಿನ ಗ್ರಾಮದಲ್ಲಿ ಖಾಸ್ತಳೇಶ್ವರ ಶಿವಯೋಗಿಗಳ 38ನೇ ವರ್ಷದ ಜಾತ್ರಾ ಮಹೋತ್ಸವ ಸಂಭ್ರಮದಿಂದ ನಡೆಯಿತು. xyxy=(665,1080,830,1118)
bottom-story-3-body: ಕೊಪ್ಪಳ: ನಗರದ ಕೃಷಿ ಇಲಾಖೆ ಸಭಾಂಗಣದಲ್ಲಿ ನಡೆದ ಕಾರ್ಯಕ್ರಮದಲ್ಲಿ ಮಾತನಾಡಿದ ಅಧಿಕಾರಿಗಳು ರೈತರಿಗೆ ಆಧುನಿಕ ಕೃಷಿ ಪದ್ಧತಿಗಳ ಬಗ್ಗೆ ಜಾಗೃತಿ ಮೂಡಿಸಬೇಕು ಎಂದು ಮನವಿ ಮಾಡಿದರು. ಸಾವಯವ ಕೃಷಿ ಅಳವಡಿಸಿಕೊಂಡು ಉತ್ಪಾದನೆ ಹೆಚ್ಚಿಸಬೇಕು ಎಂದು ತಿಳಿಸಿದರು. xyxy=(1005,1529,1268,1567)
divider xyxy=(16,130,278,131)
bjp-body-4: ಈ ವೇಳೆ ಬಿಜೆಪಿ ಮುಖಂಡರು, ಗ್ರಾಮ ಪಂಚಾಯಿತಿ ಸದಸ್ಯರು, ರೈತ ಮುಖಂಡರು ಉಪಸ್ಥಿತರಿದ್ದರು. xyxy=(784,807,957,831)
divider xyxy=(16,644,1526,645)
vasati-body-2b: ಯೋಜನೆಯಡಿ ಅರ್ಹ ಫಲಾನುಭವಿಗಳಿಗೆ ನಿವೇಶನ ಹಾಗೂ ಮನೆ ನಿರ್ಮಾಣಕ್ಕೆ ಸಹಾಯಧನ ನೀಡಲಾಗುತ್ತಿದೆ. ಅರ್ಜಿ ಸಲ್ಲಿಸುವ ಮೂಲಕ ಫಲಾನುಭವಿಗಳು ಸೌಲಭ್ಯ ಪಡೆಯಬಹುದು ಎಂದರು. xyxy=(412,1080,521,1159)
bottom-story-1-body-f: ತಾಲೂಕಿನ ಗ್ರಾಮದಲ್ಲಿ ದಾನಿಗಳು ಶಾಲೆಗೆ ನೀಡಿದ ಭೂಮಿಯನ್ನು ಸಂರಕ್ಷಿಸಬೇಕು ಎಂದು ಗ್ರಾಮಸ್ಥರು ಒತ್ತಾಯಿಸಿದ್ದಾರೆ. ಒತ್ತುವರಿ ತೆರವುಗೊಳಿಸಿ ಸರ್ಕಾರಿ ಆಸ್ತಿ ರಕ್ಷಿಸಬೇಕು ಎಂದು ಅವರು ಮನವಿ ಮಾಡಿದ್ದಾರೆ. xyxy=(282,1625,548,1663)
shivayogi-body-2: ಗ್ರಾಮದ ಪ್ರಮುಖ ಬೀದಿಗಳಲ್ಲಿ ರಥೋತ್ಸವ ನಡೆಯಿತು. ಭಕ್ತರು ಉತ್ಸಾಹದಿಂದ ಪಾಲ್ಗೊಂಡು ಪೂಜೆ ಸಲ್ಲಿಸಿದರು. ವಿವಿಧ ಧಾರ್ಮಿಕ ಕಾರ್ಯಕ್ರಮಗಳು ನೆರವೇರಿದವು. xyxy=(665,1127,830,1165)
cyan-dot-icon xyxy=(738,1845,749,1855)
vasati-body-2: ಯೋಜನೆಯಡಿ ಅರ್ಹ ಫಲಾನುಭವಿಗಳಿಗೆ ನಿವೇಶನ ಹಾಗೂ ಮನೆ ನಿರ್ಮಾಣಕ್ಕೆ ಸಹಾಯಧನ ನೀಡಲಾಗುತ್ತಿದೆ. ಅರ್ಜಿ ಸಲ್ಲಿಸುವ ಮೂಲಕ ಫಲಾನುಭವಿಗಳು ಸೌಲಭ್ಯ ಪಡೆಯಬಹುದು ಎಂದರು. xyxy=(297,1168,405,1248)
divider xyxy=(458,934,776,935)
kiru-item-1-extra: ಪಟ್ಟಣದ ಶಾಲಾ ಆವರಣದಲ್ಲಿ ನಡೆದ ಚೆಸ್ ಮತ್ತು ಟೇಬಲ್ ಟೆನಿಸ್ ಪಂದ್ಯಾವಳಿಯಲ್ಲಿ ವಿದ್ಯಾರ್ಥಿಗಳು ಉತ್ಸಾಹದಿಂದ ಭಾಗವಹಿಸಿದರು. ವಿಜೇತ ಸ್ಪರ್ಧಿಗಳಿಗೆ ಪದಕ ಹಾಗೂ ಪ್ರಮಾಣ ಪತ್ರ ವಿತರಿಸಲಾಯಿತು. ಕಾರ್ಯಕ್ರಮದಲ್ಲಿ ಶಿಕ್ಷಕರು, ಪೋಷಕರು ಹಾಗೂ ಕ್ರೀಡಾಪಟುಗಳು ಹಾಜರಿದ್ದರು. xyxy=(16,951,278,1002)
indira-story xyxy=(966,652,1526,1030)
kiru-extra-1: ತಾಲೂಕಿನ ಗ್ರಾಮದಲ್ಲಿ ಬಯಲಾಟ ಪ್ರದರ್ಶನ ನಡೆಯಿತು. ಕಲಾವಿದರು ಪೌರಾಣಿಕ ಪ್ರಸಂಗಗಳನ್ನು ಅಭಿನಯಿಸಿ ಪ್ರೇಕ್ಷಕರ ಮನಸೂರೆಗೊಂಡರು. ಗ್ರಾಮಸ್ಥರು ಹೆಚ್ಚಿನ ಸಂಖ್ಯೆಯಲ್ಲಿ ಭಾಗವಹಿಸಿ ಕಾರ್ಯಕ್ರಮ ವೀಕ್ಷಿಸಿದರು. xyxy=(16,1048,278,1086)
bullet-icon xyxy=(567,1598,573,1603)
bullet-icon xyxy=(665,1326,671,1332)
masthead-day: ಭಾನುವಾರ xyxy=(71,14,134,33)
bottom-story-3 xyxy=(995,1485,1526,1841)
indira-body-2: ಈ ವೇಳೆ ಮಾತನಾಡಿದ ವಾಲಿಕೆಯು ಮೇಲಿನ್ ಮುಖ್ಯಂತ ಪರಿಸರ ಉಳಿಸಿಕೊಳ್ಳದೆ ಹೋದರೆ, ಮುಂದಿನ ಪೀಳಿಗೆಗೆ ಉತ್ತಮ ಬದುಕು ಕಟ್ಟಿಕೊಡಲು ಸಾಧ್ಯವಿಲ್ಲ. ಗಿಡ ಮರಗಳನ್ನು ಬೆಳೆಸಿ ಪರಿಸರ ಕಾಪಾಡುವುದು ಪ್ರತಿಯೊಬ್ಬರ ಕರ್ತವ್ಯ ಎಂದರು. xyxy=(1245,686,1526,724)
vasati-story xyxy=(287,1047,655,1462)
vasati-headline: ವಸತಿ ರಹಿತರ ಕೇಂದ್ರ, ಗಳ ಲಾಭ ಪಡೆಯಿರಿ xyxy=(297,1047,503,1064)
photo-rss-march xyxy=(297,94,646,400)
magenta-dot-icon xyxy=(33,1845,43,1855)
moon-icon xyxy=(715,62,729,76)
bullet-icon xyxy=(16,254,22,260)
tender-subtitle: ಭೂಸ್ವಾಧೀನ ಪ್ರಕಟಣೆ xyxy=(593,1499,662,1511)
black-dot-icon xyxy=(789,1845,800,1855)
